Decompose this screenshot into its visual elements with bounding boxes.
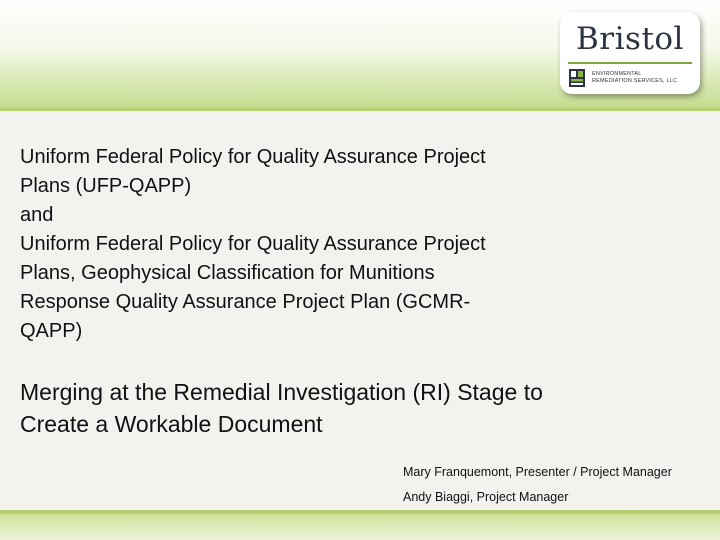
subtitle-line: Merging at the Remedial Investigation (RI) Stage to bbox=[20, 379, 543, 405]
title-line: Uniform Federal Policy for Quality Assurance Project bbox=[20, 146, 486, 168]
logo-subline-2: REMEDIATION SERVICES, LLC bbox=[592, 78, 678, 84]
bristol-logo-mark-icon bbox=[569, 69, 585, 87]
title-line: and bbox=[20, 204, 54, 226]
presenter-name: Mary Franquemont, Presenter / Project Manager bbox=[403, 465, 672, 479]
title-line: Response Quality Assurance Project Plan (GCMR- bbox=[20, 291, 471, 313]
logo-underline bbox=[568, 62, 692, 64]
slide-subtitle bbox=[20, 376, 640, 440]
title-line: Plans, Geophysical Classification for Munitions bbox=[20, 262, 435, 284]
presenter-name: Andy Biaggi, Project Manager bbox=[403, 490, 569, 504]
title-line: QAPP) bbox=[20, 320, 83, 342]
logo-wordmark: Bristol bbox=[576, 21, 684, 57]
presenter-list bbox=[403, 465, 713, 504]
logo-subline bbox=[592, 71, 697, 85]
slide-title bbox=[20, 143, 600, 346]
footer-band bbox=[0, 514, 720, 540]
subtitle-line: Create a Workable Document bbox=[20, 411, 323, 437]
logo-subline-1: ENVIRONMENTAL bbox=[592, 71, 642, 77]
company-logo bbox=[560, 12, 700, 94]
title-line: Plans (UFP-QAPP) bbox=[20, 175, 192, 197]
title-line: Uniform Federal Policy for Quality Assurance Project bbox=[20, 233, 486, 255]
